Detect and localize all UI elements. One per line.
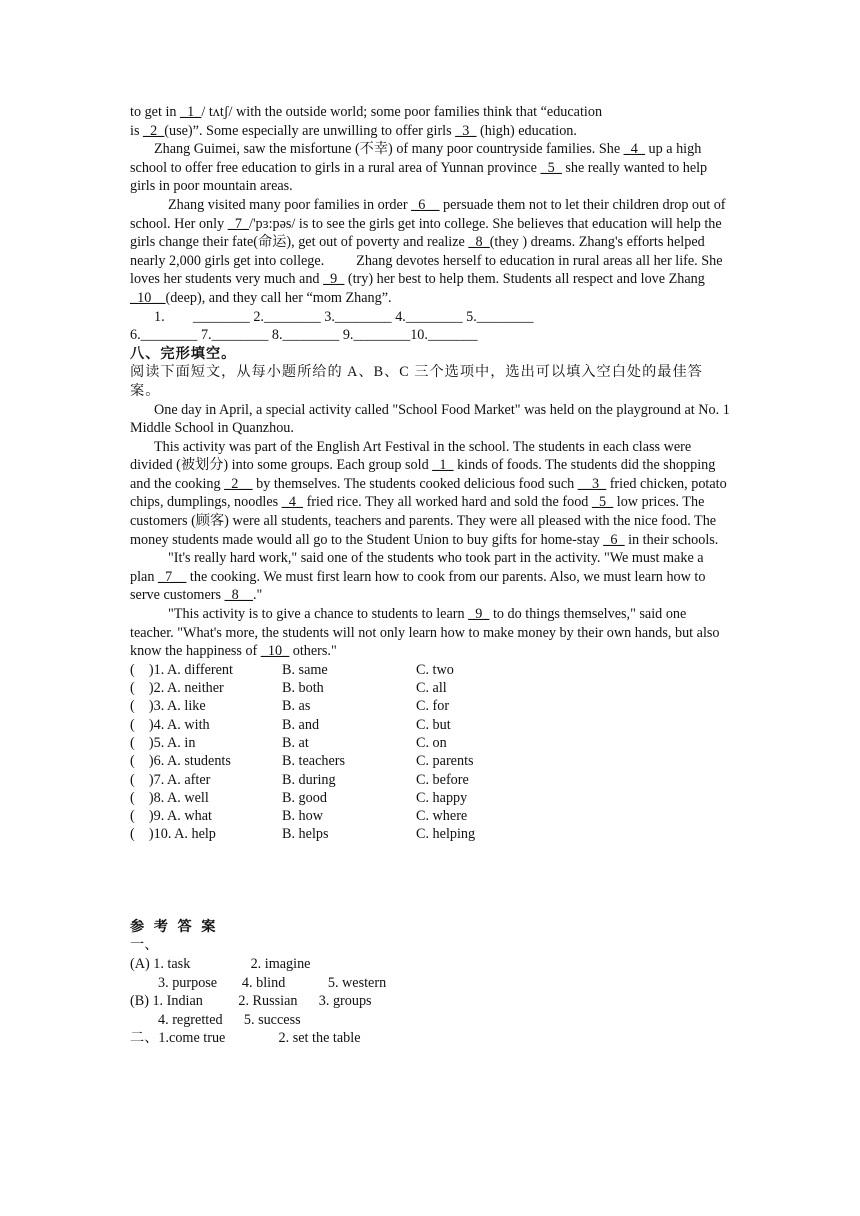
answers-a-row1: (A) 1. task 2. imagine <box>130 955 311 972</box>
answers-b-row2: 4. regretted 5. success <box>158 1011 301 1028</box>
option-row <box>130 734 546 752</box>
answers-b-row1: (B) 1. Indian 2. Russian 3. groups <box>130 993 372 1010</box>
answers-a-row2: 3. purpose 4. blind 5. western <box>158 974 387 991</box>
option-a: ( )6. A. students <box>130 753 231 770</box>
option-row <box>130 661 546 679</box>
option-b: B. teachers <box>282 753 346 770</box>
answers-part1: 一、 <box>130 937 159 954</box>
option-a: ( )4. A. with <box>130 716 210 733</box>
document-page <box>130 103 730 1048</box>
option-b: B. good <box>282 789 327 806</box>
option-c: C. on <box>416 735 447 751</box>
cloze-paragraph-2: This activity was part of the English Art Festival in the school. The students in each class were divided (被划分) into some groups. Each group sold _1_ kinds of foods. The students did the shopping and the cooking _2__ by themselves. The students cooked delicious food such __3_ fried chicken, potato chips, dumplings, noodles _4_ fried rice. They all worked hard and sold the food _5_ low prices. The customers (顾客) were all students, teachers and parents. They were all pleased with the nice food. The money students made would all go to the Student Union to buy gifts for home-stay _6_ in their schools. <box>130 438 727 548</box>
option-b: B. same <box>282 661 328 678</box>
blanks-row-2: 6.________ 7.________ 8.________ 9.________10._______ <box>130 327 478 344</box>
option-row <box>130 807 546 825</box>
option-a: ( )5. A. in <box>130 735 196 751</box>
passage1-paragraph-3: Zhang visited many poor families in order _6__ persuade them not to let their children drop out of school. Her only _7_/'pɜ:pəs/ is to see the girls get into college. She believes that education will help the girls change their fate(命运), get out of poverty and realize _8_(they ) dreams. Zhang's efforts helped nearly 2,000 girls get into college. Zhang devotes herself to education in rural areas all her life. She loves her students very much and _9_ (try) her best to help them. Students all respect and love Zhang _10__(deep), and they call her “mom Zhang”. <box>130 196 726 306</box>
option-c: C. for <box>416 698 450 715</box>
cloze-paragraph-3: "It's really hard work," said one of the students who took part in the activity. "We must make a plan _7__ the cooking. We must first learn how to cook from our parents. Also, we must learn how to serve customers _8__." <box>130 550 706 604</box>
option-c: C. happy <box>416 789 468 806</box>
option-c: C. parents <box>416 753 474 770</box>
option-b: B. and <box>282 716 320 733</box>
option-c: C. helping <box>416 826 476 843</box>
option-c: C. before <box>416 771 469 788</box>
option-b: B. both <box>282 680 324 697</box>
passage1-paragraph-2: Zhang Guimei, saw the misfortune (不幸) of many poor countryside families. She _4_ up a high school to offer free education to girls in a rural area of Yunnan province _5_ she really wanted to help girls in poor mountain areas. <box>130 141 708 195</box>
option-b: B. how <box>282 808 323 825</box>
option-c: C. all <box>416 680 447 697</box>
passage1-paragraph-1: to get in _1_/ tʌtʃ/ with the outside world; some poor families think that “education is _2_(use)”. Some especially are unwilling to offer girls _3_ (high) education. <box>130 104 603 139</box>
option-c: C. but <box>416 716 451 733</box>
option-b: B. at <box>282 735 309 751</box>
option-row <box>130 716 546 734</box>
option-row <box>130 789 546 807</box>
option-row <box>130 752 546 770</box>
option-row <box>130 697 546 715</box>
option-row <box>130 771 546 789</box>
option-c: C. two <box>416 661 454 678</box>
option-b: B. during <box>282 771 336 788</box>
answers-part2: 二、1.come true 2. set the table <box>130 1030 361 1047</box>
section8-heading: 八、完形填空。 <box>130 345 237 362</box>
option-a: ( )1. A. different <box>130 661 233 678</box>
option-row <box>130 825 546 843</box>
cloze-paragraph-4: "This activity is to give a chance to students to learn _9_ to do things themselves," said one teacher. "What's more, the students will not only learn how to make money by their own hands, but also know the happiness of _10_ others." <box>130 606 720 660</box>
option-a: ( )9. A. what <box>130 808 212 825</box>
option-row <box>130 679 546 697</box>
blanks-row-1: 1. ________ 2.________ 3.________ 4.________ 5.________ <box>154 308 534 325</box>
section8-instruction: 阅读下面短文，从每小题所给的 A、B、C 三个选项中，选出可以填入空白处的最佳答案。 <box>130 364 703 399</box>
option-a: ( )3. A. like <box>130 698 206 715</box>
options-table <box>130 661 546 844</box>
option-a: ( )2. A. neither <box>130 680 224 697</box>
option-c: C. where <box>416 808 468 825</box>
option-a: ( )7. A. after <box>130 771 211 788</box>
option-b: B. helps <box>282 826 329 843</box>
option-a: ( )8. A. well <box>130 789 209 806</box>
answers-heading: 参 考 答 案 <box>130 918 219 935</box>
cloze-paragraph-1: One day in April, a special activity called "School Food Market" was held on the playground at No. 1 Middle School in Quanzhou. <box>130 401 730 437</box>
option-a: ( )10. A. help <box>130 826 216 843</box>
option-b: B. as <box>282 698 311 715</box>
